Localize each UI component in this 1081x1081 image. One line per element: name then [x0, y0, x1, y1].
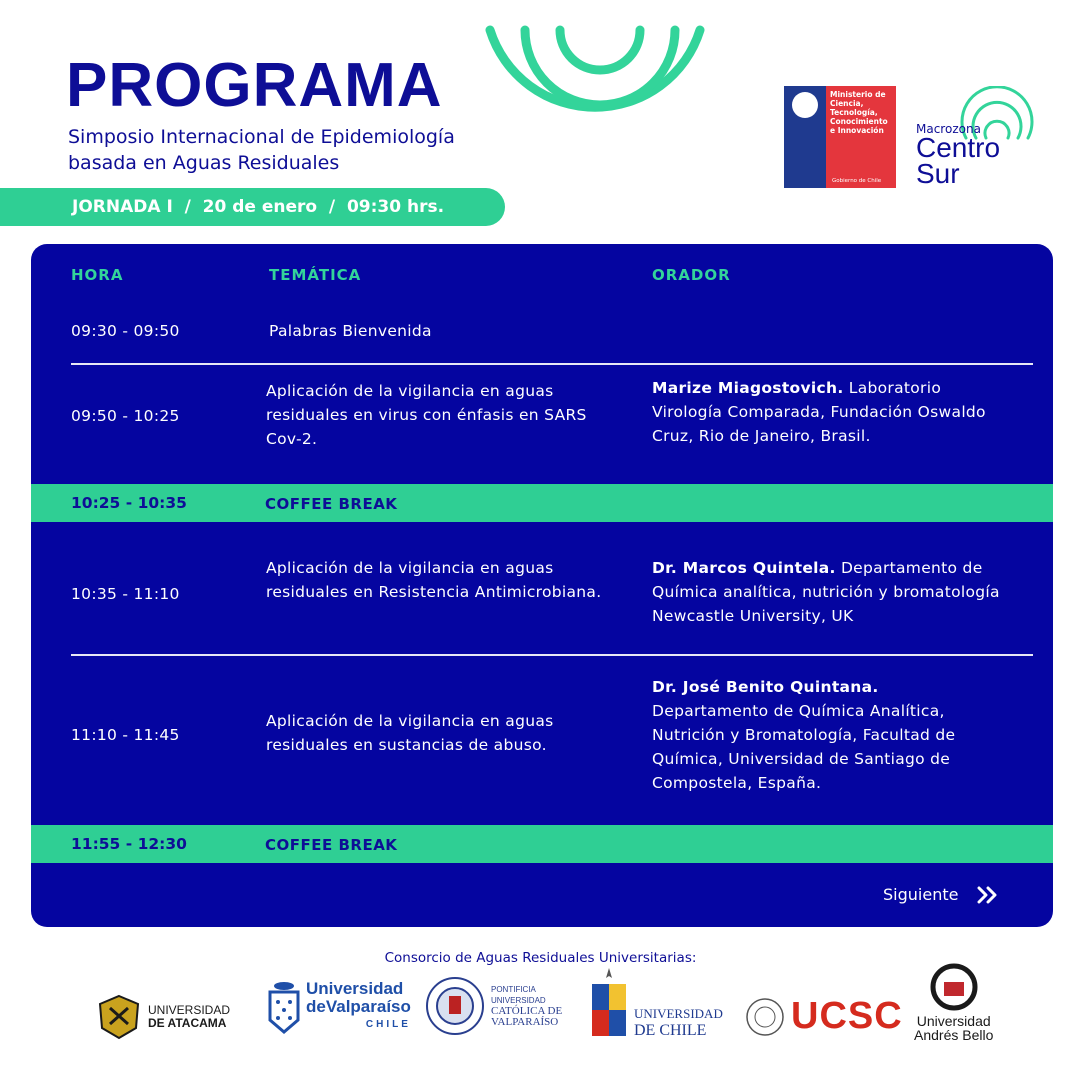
row-4-tematica: Aplicación de la vigilancia en aguas residuales en sustancias de abuso.: [266, 712, 554, 754]
subtitle-line-1: Simposio Internacional de Epidemiología: [68, 126, 455, 148]
subtitle-line-2: basada en Aguas Residuales: [68, 152, 340, 174]
macrozona-logo: [916, 86, 1046, 191]
row-4-orador-detail: Departamento de Química Analítica, Nutrición y Bromatología, Facultad de Química, Universidad de Santiago de Compostela, España.: [652, 702, 956, 792]
row-2-orador-name: Marize Miagostovich.: [652, 379, 844, 397]
column-header-hora: HORA: [71, 266, 124, 284]
unab-text: Universidad: [916, 1013, 991, 1029]
row-divider: [71, 654, 1033, 656]
ministerio-logo: [784, 86, 896, 188]
logo-universidad-chile: [590, 966, 723, 1040]
gobierno-de-chile-label: Gobierno de Chile: [832, 178, 882, 184]
logo-universidad-andres-bello: [914, 962, 993, 1042]
uchile-text: DE CHILE: [634, 1022, 707, 1039]
coffee-break-band: [31, 484, 1053, 522]
chile-shield-icon: [792, 92, 818, 118]
row-4-orador: [652, 675, 1012, 795]
coffee-break-2-hora: 11:55 - 12:30: [71, 835, 187, 853]
atacama-text: UNIVERSIDAD: [148, 1003, 231, 1017]
ucsc-text: UCSC: [791, 995, 903, 1037]
column-header-tematica: TEMÁTICA: [269, 266, 362, 284]
macrozona-centro-label: Centro: [916, 132, 1001, 163]
row-2-orador-detail: Laboratorio Virología Comparada, Fundación Oswaldo Cruz, Rio de Janeiro, Brasil.: [652, 379, 986, 445]
row-divider: [71, 363, 1033, 365]
valparaiso-text: CHILE: [365, 1019, 411, 1030]
valparaiso-shield-icon: [268, 980, 300, 1034]
coffee-break-band: [31, 825, 1053, 863]
row-3-orador-detail: Departamento de Química analítica, nutrición y bromatología Newcastle University, UK: [652, 559, 1000, 625]
next-button[interactable]: [883, 885, 998, 904]
double-chevron-right-icon: [976, 886, 998, 904]
coffee-break-2-label: COFFEE BREAK: [265, 836, 398, 854]
logo-universidad-valparaiso: [268, 980, 411, 1034]
row-4-hora: 11:10 - 11:45: [71, 726, 180, 744]
valparaiso-text: Universidad: [306, 979, 404, 998]
uchile-text: UNIVERSIDAD: [634, 1006, 723, 1021]
jornada-banner: JORNADA I / 20 de enero / 09:30 hrs.: [0, 188, 505, 226]
macrozona-small-label: Macrozona: [916, 122, 981, 136]
row-1-tematica: Palabras Bienvenida: [269, 322, 432, 340]
pucv-text: UNIVERSIDAD: [491, 996, 546, 1005]
row-2-orador: [652, 376, 1012, 448]
column-header-orador: ORADOR: [652, 266, 731, 284]
ministerio-text: Conocimiento: [830, 117, 888, 126]
atacama-crest-icon: [96, 994, 142, 1040]
concentric-arcs-decoration: [470, 0, 730, 140]
ministerio-text: Ciencia,: [830, 99, 864, 108]
pucv-text: VALPARAÍSO: [491, 1016, 559, 1028]
valparaiso-text: deValparaíso: [306, 997, 411, 1016]
page-title: PROGRAMA: [66, 51, 443, 120]
coffee-break-1-hora: 10:25 - 10:35: [71, 494, 187, 512]
coffee-break-1-label: COFFEE BREAK: [265, 495, 398, 513]
row-2-hora: 09:50 - 10:25: [71, 407, 180, 425]
row-2-tematica: Aplicación de la vigilancia en aguas residuales en virus con énfasis en SARS Cov-2.: [266, 382, 587, 448]
logo-pucv: [425, 976, 562, 1036]
unab-emblem-icon: [929, 962, 979, 1012]
logo-ucsc: [745, 995, 903, 1038]
ministerio-text: e Innovación: [830, 126, 884, 135]
pucv-text: PONTIFICIA: [491, 985, 536, 994]
unab-text: Andrés Bello: [914, 1027, 994, 1043]
program-table: [31, 244, 1053, 927]
ucsc-seal-icon: [745, 996, 785, 1038]
row-3-orador: [652, 556, 1022, 628]
pucv-text: CATÓLICA DE: [491, 1005, 563, 1017]
atacama-text: DE ATACAMA: [148, 1016, 227, 1030]
ministerio-text: Tecnología,: [830, 108, 878, 117]
consortium-title: Consorcio de Aguas Residuales Universitarias:: [384, 950, 697, 966]
ministerio-text: Ministerio de: [830, 90, 886, 99]
macrozona-sur-label: Sur: [916, 158, 960, 189]
uchile-crest-icon: [590, 966, 628, 1040]
row-1-hora: 09:30 - 09:50: [71, 322, 180, 340]
logo-universidad-atacama: [96, 994, 230, 1040]
page-subtitle: [68, 124, 588, 176]
pucv-seal-icon: [425, 976, 485, 1036]
row-4-orador-name: Dr. José Benito Quintana.: [652, 678, 879, 696]
row-3-orador-name: Dr. Marcos Quintela.: [652, 559, 836, 577]
row-3-hora: 10:35 - 11:10: [71, 585, 180, 603]
next-button-label: Siguiente: [883, 885, 959, 904]
row-3-tematica: Aplicación de la vigilancia en aguas residuales en Resistencia Antimicrobiana.: [266, 559, 602, 601]
